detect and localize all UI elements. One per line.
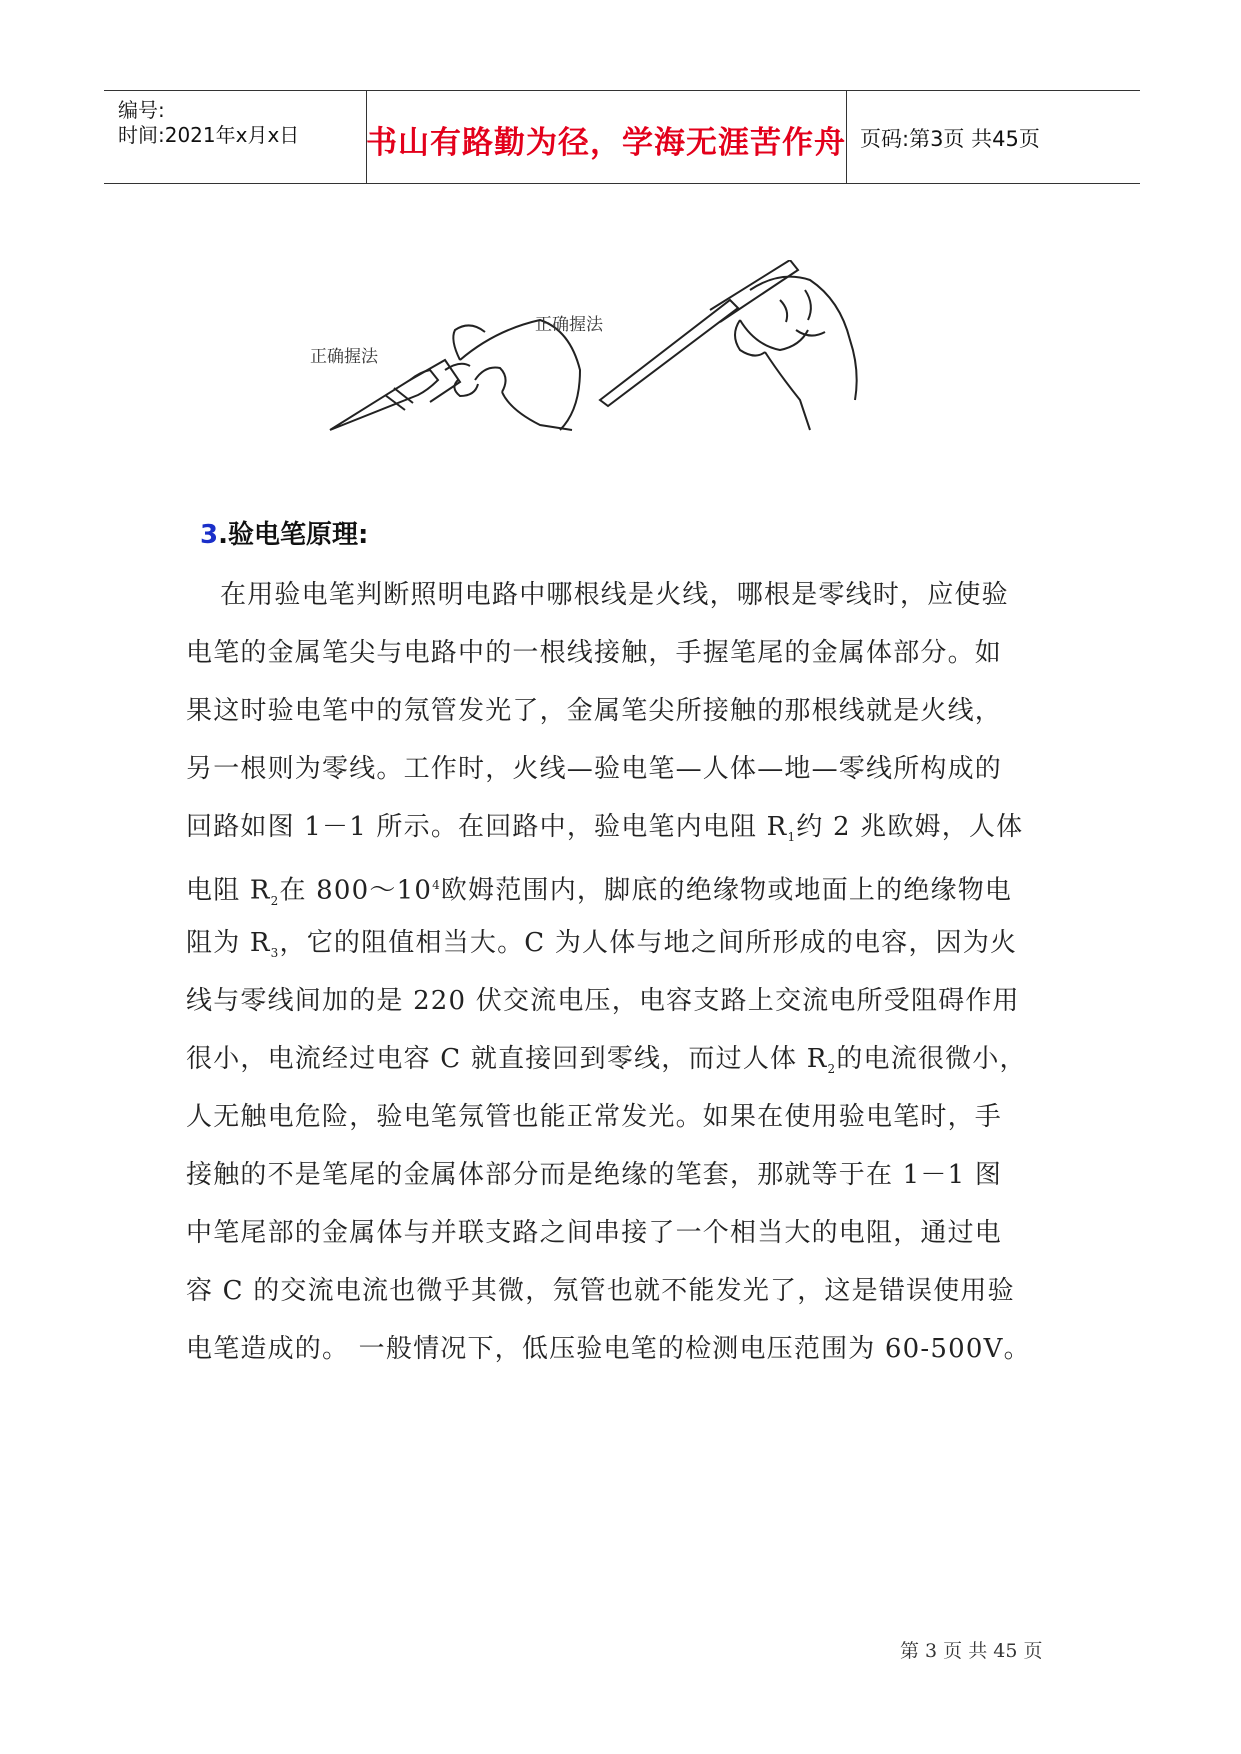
line-text: 在用验电笔判断照明电路中哪根线是火线，哪根是零线时，应使验: [220, 580, 1009, 610]
line-text: 中笔尾部的金属体与并联支路之间串接了一个相当大的电阻，通过电: [186, 1218, 1003, 1248]
caption-right: 正确握法: [535, 315, 603, 335]
body-line: [186, 1204, 1066, 1262]
header-info-cell: [104, 91, 367, 183]
body-line: [186, 740, 1066, 798]
time-label: 时间:2021年x月x日: [118, 123, 300, 147]
line-text: 接触的不是笔尾的金属体部分而是绝缘的笔套，那就等于在 1－1 图: [186, 1160, 1003, 1190]
superscript: 4: [432, 878, 441, 892]
serial-label: 编号:: [118, 98, 165, 122]
line-text: 回路如图 1－1 所示。在回路中，验电笔内电阻 R: [186, 812, 788, 842]
body-line: [186, 1262, 1066, 1320]
body-line: [186, 856, 1066, 914]
section-title-text: .验电笔原理:: [218, 520, 369, 550]
body-line: [186, 1320, 1066, 1378]
section-number: 3: [200, 520, 219, 550]
line-text: 人无触电危险，验电笔氖管也能正常发光。如果在使用验电笔时，手: [186, 1102, 1003, 1132]
line-text: 约 2 兆欧姆，人体: [796, 812, 1024, 842]
line-text: 的电流很微小，: [836, 1044, 1027, 1074]
caption-left: 正确握法: [310, 347, 378, 367]
page-footer: 第 3 页 共 45 页: [900, 1640, 1043, 1662]
header-motto-cell: [366, 91, 847, 183]
body-line: [186, 972, 1066, 1030]
motto-text: 书山有路勤为径，学海无涯苦作舟: [366, 125, 846, 161]
subscript: 2: [270, 893, 280, 908]
line-text: 电阻 R: [186, 875, 271, 906]
line-text: ，它的阻值相当大。C 为人体与地之间所形成的电容，因为火: [279, 928, 1018, 958]
line-text: 欧姆范围内，脚底的绝缘物或地面上的绝缘物电: [440, 875, 1013, 906]
line-text: 容 C 的交流电流也微乎其微，氖管也就不能发光了，这是错误使用验: [186, 1276, 1015, 1306]
body-line: [186, 566, 1066, 624]
page-code: 页码:第3页 共45页: [860, 127, 1040, 151]
body-paragraph: [186, 566, 1066, 1378]
subscript: 3: [270, 946, 280, 961]
left-grip-drawing: [330, 320, 580, 430]
subscript: 1: [787, 830, 797, 845]
line-text: 很小，电流经过电容 C 就直接回到零线，而过人体 R: [186, 1044, 828, 1074]
subscript: 2: [827, 1062, 837, 1077]
line-text: 线与零线间加的是 220 伏交流电压，电容支路上交流电所受阻碍作用: [186, 986, 1020, 1016]
line-text: 另一根则为零线。工作时，火线—验电笔—人体—地—零线所构成的: [186, 754, 1003, 784]
body-line: [186, 798, 1066, 856]
header-page-cell: [846, 91, 1140, 183]
body-line: [186, 624, 1066, 682]
body-line: [186, 682, 1066, 740]
body-line: [186, 914, 1066, 972]
body-line: [186, 1146, 1066, 1204]
line-text: 在 800～10: [279, 875, 433, 906]
line-text: 电笔造成的。 一般情况下，低压验电笔的检测电压范围为 60-500V。: [186, 1334, 1031, 1364]
line-text: 电笔的金属笔尖与电路中的一根线接触，手握笔尾的金属体部分。如: [186, 638, 1003, 668]
right-grip-drawing: [600, 260, 857, 430]
pen-grip-illustration: [310, 260, 890, 450]
body-line: [186, 1088, 1066, 1146]
line-text: 果这时验电笔中的氖管发光了，金属笔尖所接触的那根线就是火线，: [186, 696, 1003, 726]
line-text: 阻为 R: [186, 928, 271, 958]
section-heading: [200, 514, 368, 551]
page-header: [104, 90, 1140, 184]
body-line: [186, 1030, 1066, 1088]
